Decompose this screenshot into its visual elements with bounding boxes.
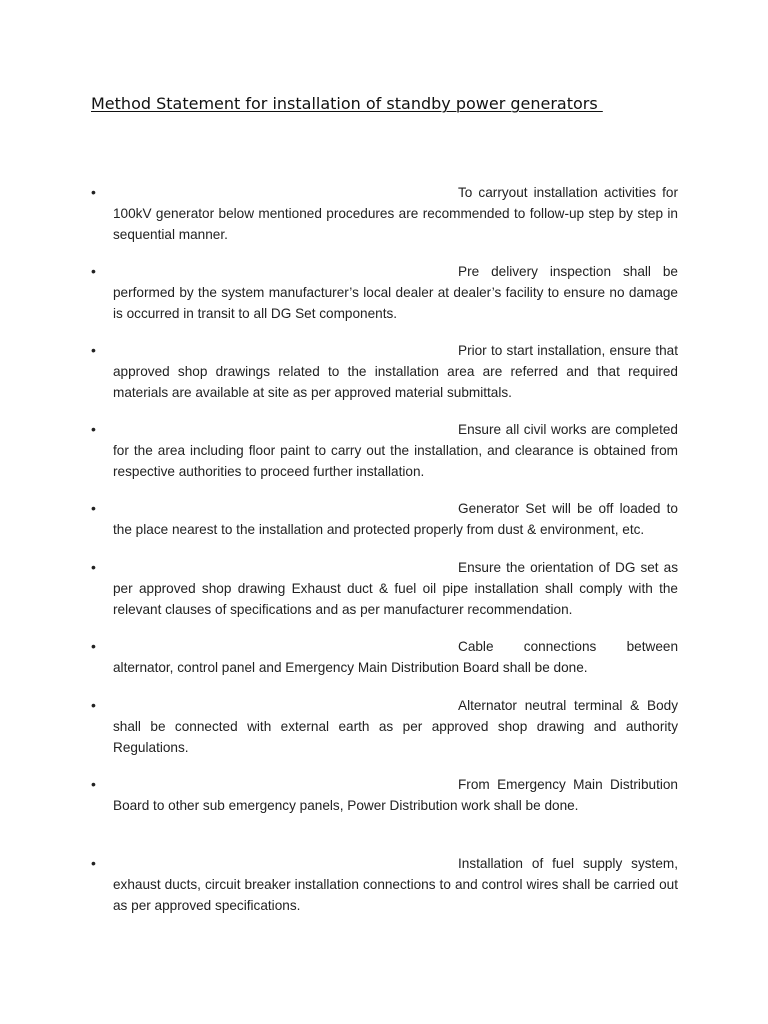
list-item-text: Alternator neutral terminal & Body shall be connected with external earth as per approved shop drawing and authority Regulations. (113, 698, 678, 755)
list-item-text: Installation of fuel supply system, exhaust ducts, circuit breaker installation connections to and control wires shall be carried out as per approved specifications. (113, 856, 678, 913)
list-item-text: Ensure the orientation of DG set as per approved shop drawing Exhaust duct & fuel oil pipe installation shall comply with the relevant clauses of specifications and as per manufacturer recommendation. (113, 560, 678, 617)
list-item-text: From Emergency Main Distribution Board to other sub emergency panels, Power Distribution work shall be done. (113, 777, 678, 813)
document-title-text: Method Statement for installation of standby power generators (91, 94, 603, 113)
bullet-icon: • (91, 500, 96, 516)
bullet-icon: • (91, 263, 96, 279)
bullet-icon: • (91, 776, 96, 792)
list-item-text: Cable connections between alternator, control panel and Emergency Main Distribution Board shall be done. (113, 639, 678, 675)
list-item-text: Generator Set will be off loaded to the place nearest to the installation and protected properly from dust & environment, etc. (113, 501, 678, 537)
list-item-text: Ensure all civil works are completed for the area including floor paint to carry out the installation, and clearance is obtained from respective authorities to proceed further installation. (113, 422, 678, 479)
bullet-icon: • (91, 638, 96, 654)
bullet-icon: • (91, 184, 96, 200)
list-item-text: Prior to start installation, ensure that approved shop drawings related to the installation area are referred and that required materials are available at site as per approved material submittals. (113, 343, 678, 400)
list-item-text: To carryout installation activities for 100kV generator below mentioned procedures are recommended to follow-up step by step in sequential manner. (113, 185, 678, 242)
bullet-icon: • (91, 421, 96, 437)
bullet-icon: • (91, 855, 96, 871)
bullet-icon: • (91, 697, 96, 713)
document-title (91, 93, 651, 115)
list-item-text: Pre delivery inspection shall be performed by the system manufacturer’s local dealer at dealer’s facility to ensure no damage is occurred in transit to all DG Set components. (113, 264, 678, 321)
bullet-icon: • (91, 559, 96, 575)
bullet-icon: • (91, 342, 96, 358)
